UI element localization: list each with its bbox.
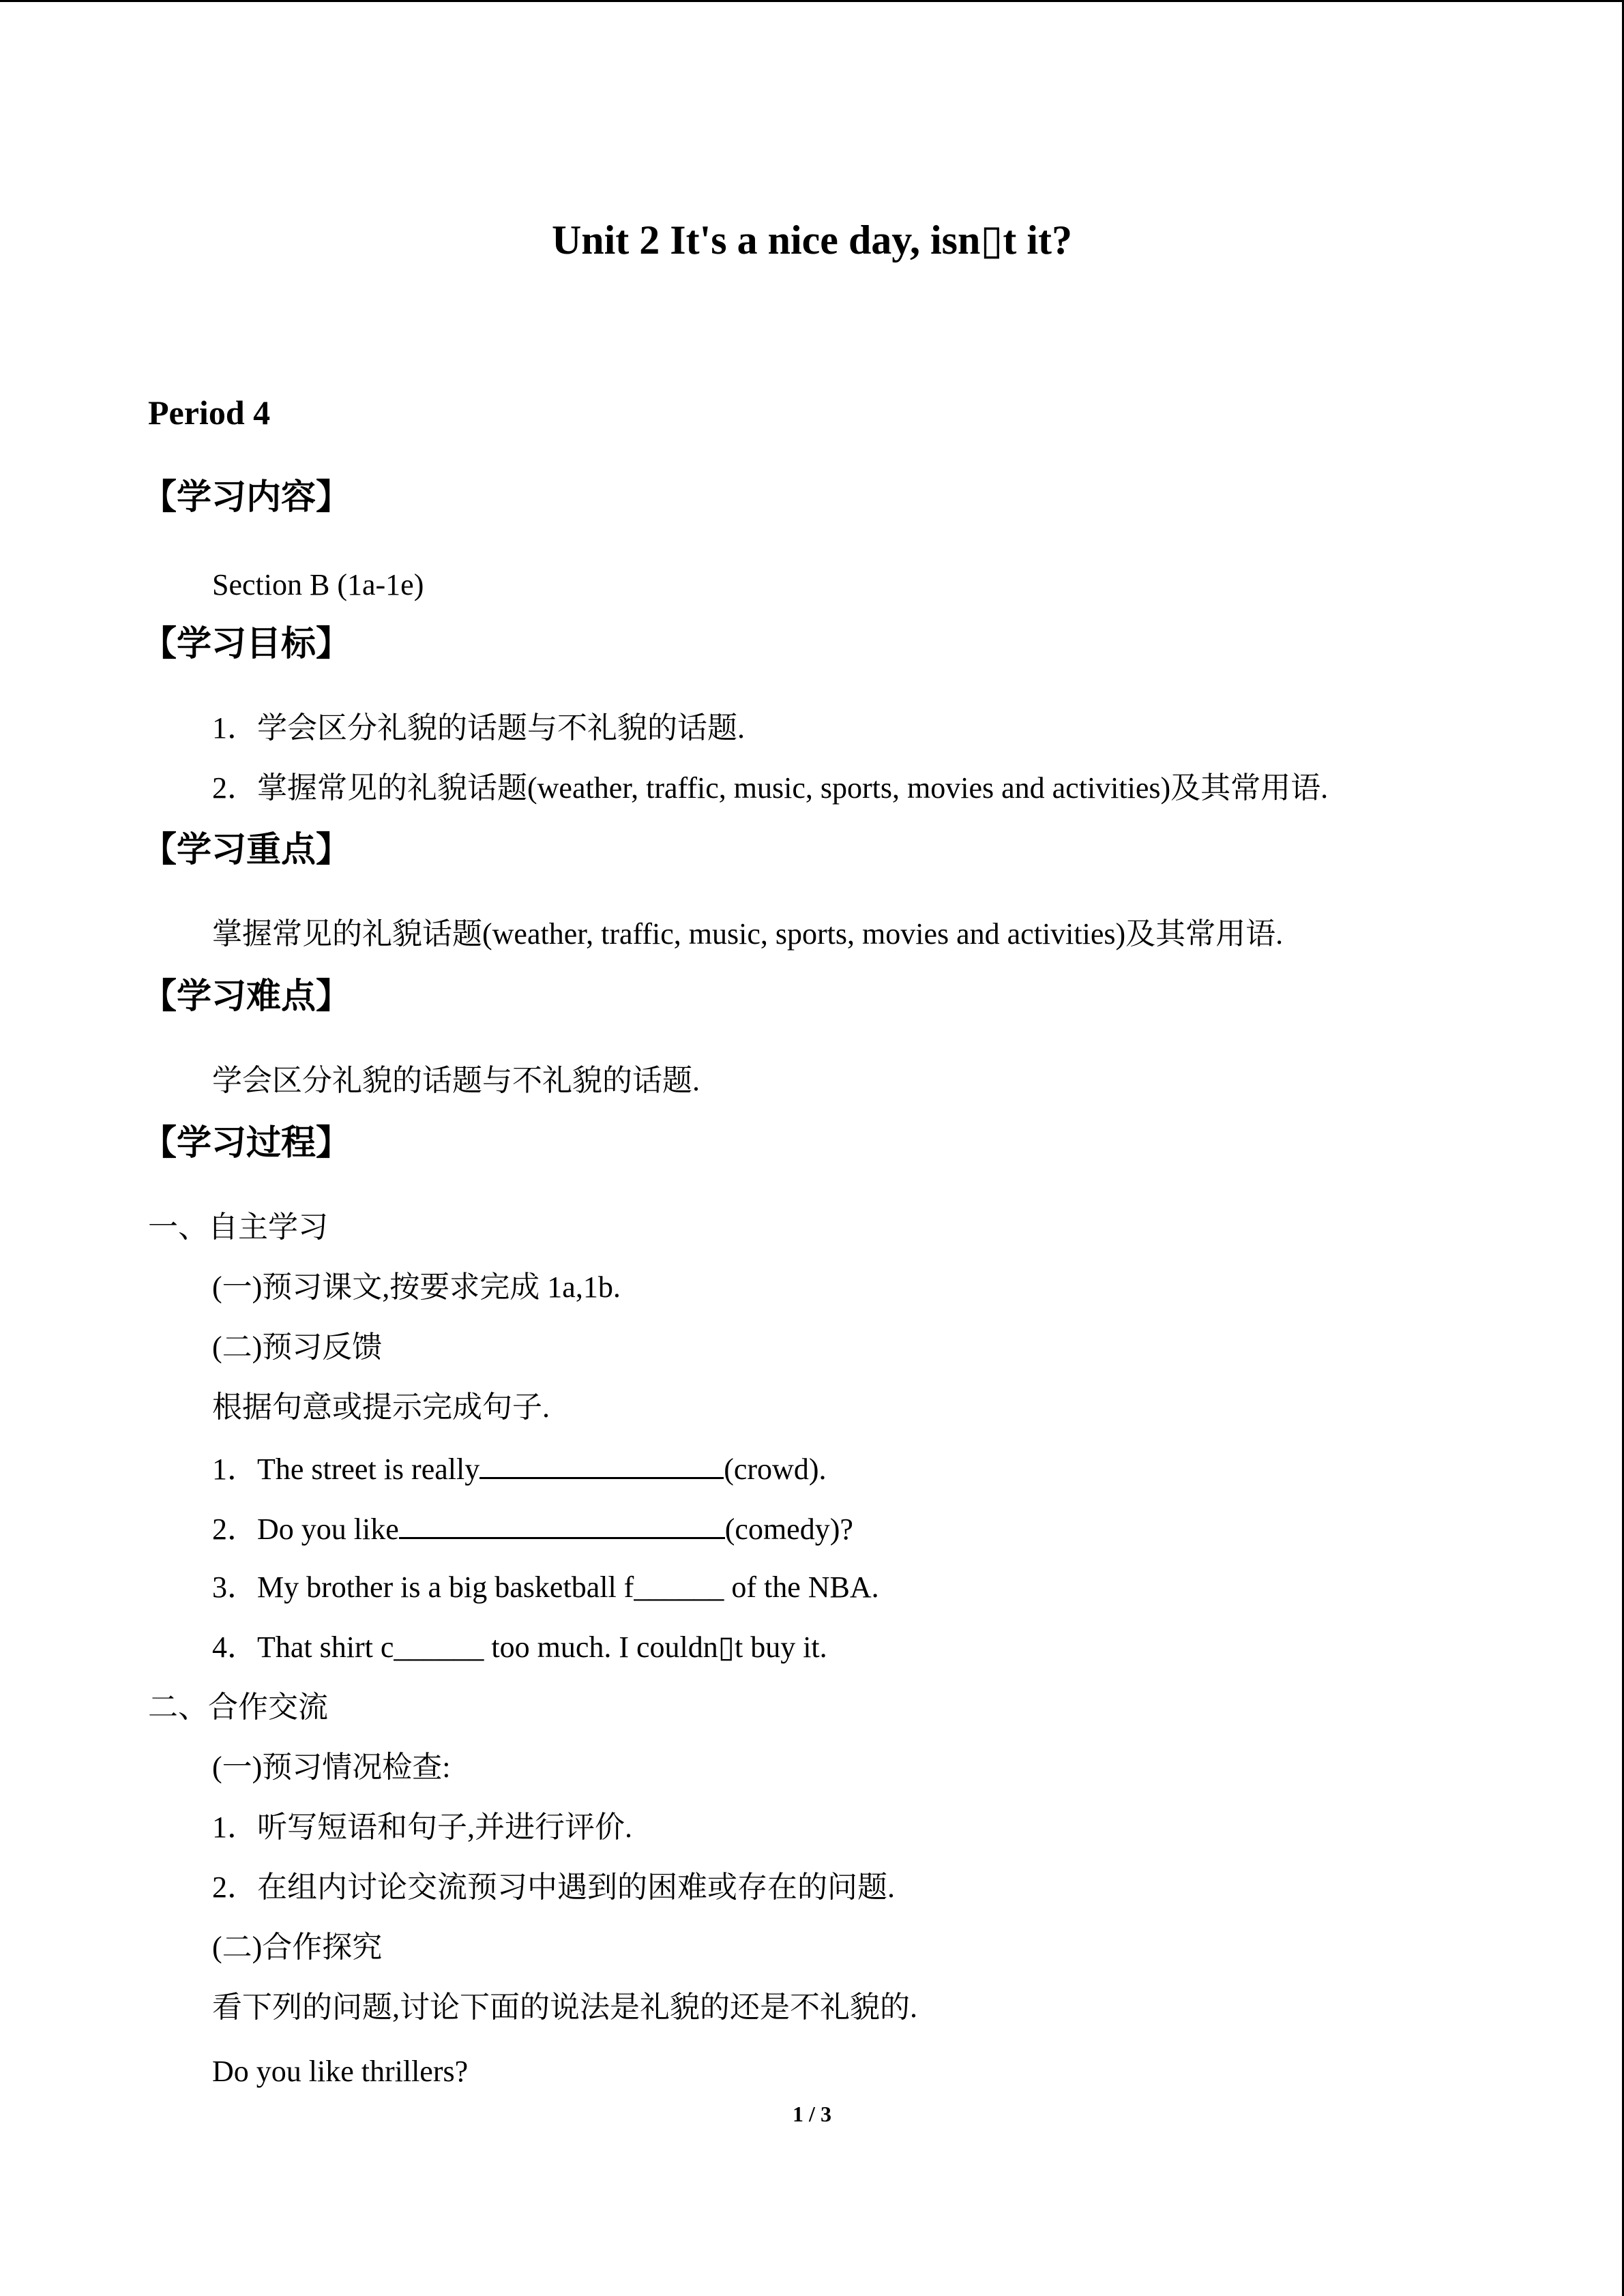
heading-difficulties: 【学习难点】 [142,976,351,1017]
part2-item-1: 1．听写短语和句子,并进行评价. [212,1810,632,1844]
part2-check: (一)预习情况检查: [212,1750,451,1784]
question-3: 3．My brother is a big basketball f______ of the NBA. [212,1570,879,1604]
period-label: Period 4 [148,393,271,432]
document-title: Unit 2 It's a nice day, isn▯t it? [551,218,1073,263]
heading-learning-goals: 【学习目标】 [142,624,351,664]
part2-question: Do you like thrillers? [212,2055,469,2088]
difficulties-text: 学会区分礼貌的话题与不礼貌的话题. [212,1064,700,1097]
part2-title: 二、合作交流 [148,1690,328,1724]
part2-instruction: 看下列的问题,讨论下面的说法是礼貌的还是不礼貌的. [212,1991,917,2024]
part1-preview: (一)预习课文,按要求完成 1a,1b. [212,1270,621,1304]
learning-content-text: Section B (1a-1e) [212,568,424,601]
page-number: 1 / 3 [793,2102,831,2126]
answer-blank-2[interactable] [399,1507,725,1539]
part2-item-2: 2．在组内讨论交流预习中遇到的困难或存在的问题. [212,1870,895,1904]
answer-blank-1[interactable] [479,1447,724,1479]
question-1-text: 1．The street is really [212,1452,480,1486]
goal-item-2: 2．掌握常见的礼貌话题(weather, traffic, music, sports, movies and activities)及其常用语. [212,771,1329,805]
heading-learning-content: 【学习内容】 [142,477,351,518]
question-2-text: 2．Do you like [212,1512,399,1546]
part1-feedback: (二)预习反馈 [212,1330,383,1364]
heading-key-points: 【学习重点】 [142,830,351,870]
part2-explore: (二)合作探究 [212,1930,383,1964]
question-1-hint: (crowd). [724,1452,827,1486]
question-1 [212,1447,826,1490]
question-2 [212,1507,853,1550]
key-points-text: 掌握常见的礼貌话题(weather, traffic, music, sports, movies and activities)及其常用语. [212,917,1284,951]
heading-learning-process: 【学习过程】 [142,1123,351,1163]
question-4: 4．That shirt c______ too much. I couldn▯t buy it. [212,1630,827,1664]
question-2-hint: (comedy)? [724,1512,853,1546]
part1-title: 一、自主学习 [148,1210,328,1244]
part1-instruction: 根据句意或提示完成句子. [212,1390,550,1424]
goal-item-1: 1．学会区分礼貌的话题与不礼貌的话题. [212,711,745,745]
page-top-border [0,0,1624,2]
